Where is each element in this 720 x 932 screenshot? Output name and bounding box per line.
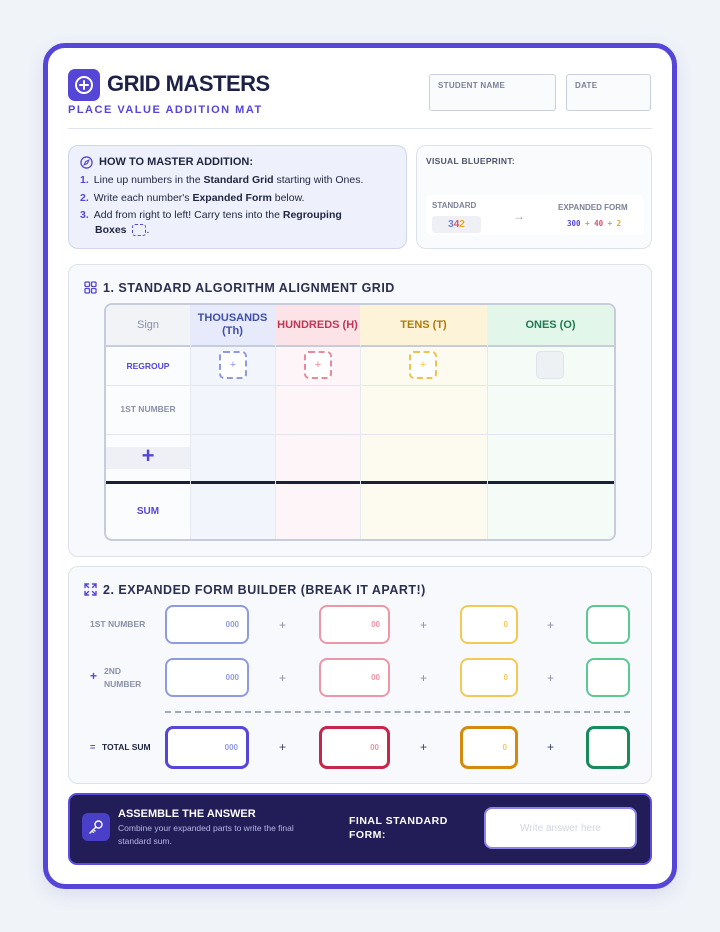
page-title: GRID MASTERS bbox=[107, 71, 270, 96]
first-ones-input[interactable]: 0 bbox=[460, 605, 518, 644]
assemble-answer-banner bbox=[68, 793, 652, 865]
expanded-form-section bbox=[68, 566, 652, 784]
plus-icon: + bbox=[420, 740, 428, 754]
plus-icon: + bbox=[547, 671, 555, 685]
plus-icon: + bbox=[279, 671, 287, 685]
alignment-grid-section bbox=[68, 264, 652, 557]
total-extra-input[interactable] bbox=[586, 726, 630, 769]
dashed-divider bbox=[165, 711, 630, 713]
grid-section-title: 1. STANDARD ALGORITHM ALIGNMENT GRID bbox=[103, 281, 395, 295]
expanded-row-label-second: 2ND NUMBER bbox=[104, 666, 142, 689]
expanded-row-label-total: TOTAL SUM bbox=[102, 742, 151, 752]
blueprint-title: VISUAL BLUEPRINT: bbox=[426, 156, 516, 166]
header-thousands: THOUSANDS (Th) bbox=[190, 305, 275, 345]
plus-icon: + bbox=[547, 618, 555, 632]
first-hundreds-input[interactable]: 000 bbox=[165, 605, 249, 644]
row-label-first: 1ST NUMBER bbox=[120, 404, 176, 414]
equals-icon: = bbox=[90, 742, 96, 752]
first-number-cells[interactable] bbox=[191, 386, 614, 434]
expand-icon bbox=[84, 583, 97, 601]
header-divider bbox=[68, 128, 652, 129]
student-name-label: STUDENT NAME bbox=[438, 81, 506, 90]
date-field[interactable] bbox=[566, 74, 651, 111]
second-ones-input[interactable]: 0 bbox=[460, 658, 518, 697]
worksheet bbox=[43, 43, 677, 889]
instruction-step-3: 3. Add from right to left! Carry tens into the Regrouping bbox=[80, 209, 342, 221]
blueprint-card bbox=[426, 195, 644, 235]
regroup-box-ones-disabled bbox=[536, 351, 564, 379]
blueprint-expanded-value: 300 + 40 + 2 bbox=[567, 219, 622, 228]
row-label-sum: SUM bbox=[136, 506, 160, 517]
logo-plus-icon bbox=[68, 69, 100, 101]
expanded-section-title: 2. EXPANDED FORM BUILDER (BREAK IT APART!) bbox=[103, 583, 426, 597]
second-number-cells[interactable] bbox=[191, 435, 614, 481]
grid-icon bbox=[84, 281, 97, 299]
compass-icon bbox=[80, 156, 93, 174]
blueprint-expanded-label: EXPANDED FORM bbox=[558, 203, 628, 212]
regroup-box-sample-icon bbox=[132, 224, 146, 236]
instructions-title: HOW TO MASTER ADDITION: bbox=[99, 156, 253, 168]
first-tens-input[interactable]: 00 bbox=[319, 605, 390, 644]
plus-icon: + bbox=[547, 740, 555, 754]
plus-icon: + bbox=[420, 671, 428, 685]
plus-icon: + bbox=[279, 618, 287, 632]
assemble-title: ASSEMBLE THE ANSWER bbox=[118, 808, 256, 820]
plus-icon: + bbox=[420, 618, 428, 632]
place-value-grid bbox=[104, 303, 616, 541]
assemble-description: Combine your expanded parts to write the final standard sum. bbox=[118, 823, 294, 846]
final-form-label: FINAL STANDARD FORM: bbox=[349, 815, 448, 841]
header-tens: TENS (T) bbox=[360, 305, 487, 345]
arrow-right-icon: → bbox=[513, 209, 525, 223]
final-answer-input[interactable]: Write answer here bbox=[484, 807, 637, 849]
total-hundreds-input[interactable]: 000 bbox=[165, 726, 249, 769]
key-icon bbox=[82, 813, 110, 841]
date-label: DATE bbox=[575, 81, 598, 90]
header-sign: Sign bbox=[106, 305, 190, 345]
regroup-box-thousands[interactable]: + bbox=[219, 351, 247, 379]
blueprint-standard-label: STANDARD bbox=[432, 201, 477, 210]
plus-icon: + bbox=[279, 740, 287, 754]
row-label-regroup: REGROUP bbox=[126, 361, 170, 371]
second-row-plus-icon: + bbox=[90, 669, 98, 683]
visual-blueprint-panel bbox=[416, 145, 652, 249]
header-hundreds: HUNDREDS (H) bbox=[275, 305, 360, 345]
blueprint-standard-value: 342 bbox=[432, 216, 481, 233]
page-subtitle: PLACE VALUE ADDITION MAT bbox=[68, 104, 263, 116]
second-tens-input[interactable]: 00 bbox=[319, 658, 390, 697]
instructions-panel bbox=[68, 145, 407, 249]
instruction-step-2: 2. Write each number's Expanded Form below. bbox=[80, 192, 305, 204]
expanded-row-label-first: 1ST NUMBER bbox=[90, 619, 146, 629]
instruction-step-3-cont: Boxes . bbox=[95, 224, 150, 236]
student-name-field[interactable] bbox=[429, 74, 556, 111]
second-hundreds-input[interactable]: 000 bbox=[165, 658, 249, 697]
header-ones: ONES (O) bbox=[487, 305, 614, 345]
total-tens-input[interactable]: 00 bbox=[319, 726, 390, 769]
regroup-box-hundreds[interactable]: + bbox=[304, 351, 332, 379]
total-ones-input[interactable]: 0 bbox=[460, 726, 518, 769]
sum-cells[interactable] bbox=[191, 485, 614, 539]
first-extra-input[interactable] bbox=[586, 605, 630, 644]
instruction-step-1: 1. Line up numbers in the Standard Grid starting with Ones. bbox=[80, 174, 364, 186]
regroup-box-tens[interactable]: + bbox=[409, 351, 437, 379]
plus-sign-icon: + bbox=[141, 443, 155, 468]
second-extra-input[interactable] bbox=[586, 658, 630, 697]
